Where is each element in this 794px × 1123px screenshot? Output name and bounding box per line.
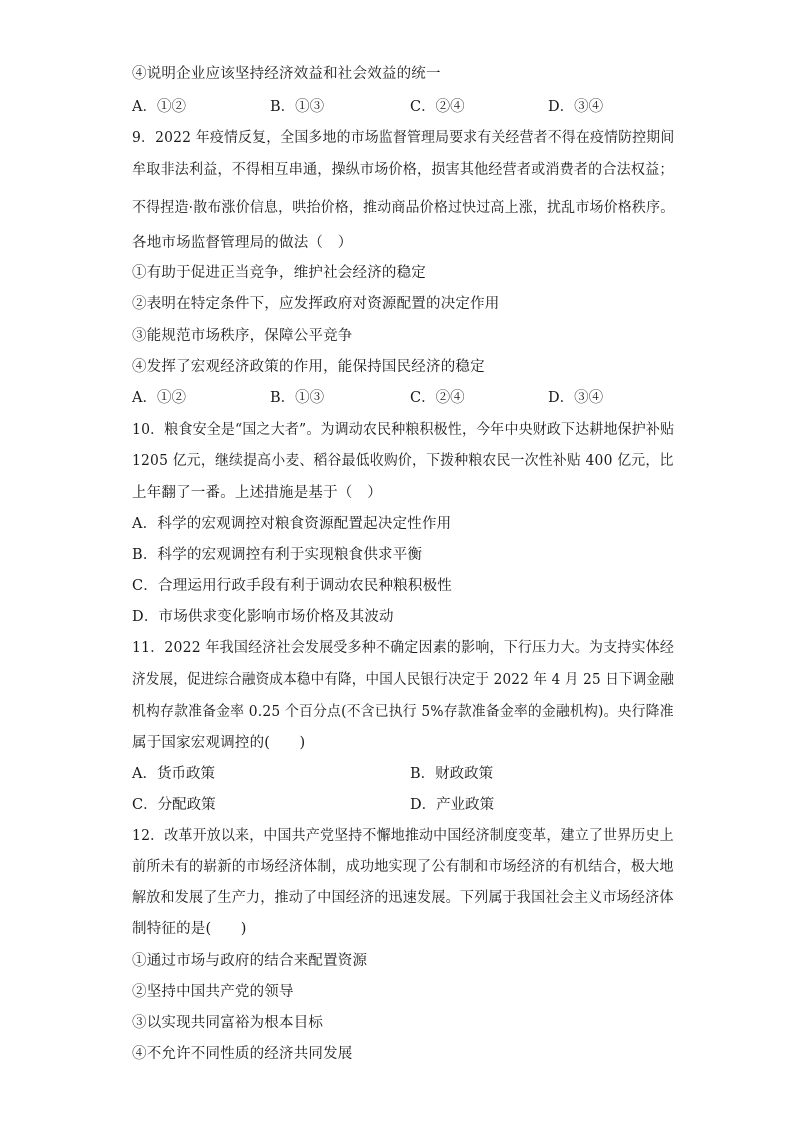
q8-option-a: A．①② [132,99,186,115]
q11-option-d: D．产业政策 [410,797,495,813]
q10-option-c: C．合理运用行政手段有利于调动农民种粮积极性 [132,578,452,594]
q11-option-c: C．分配政策 [132,797,216,813]
q12-stem-line-1: 12．改革开放以来，中国共产党坚持不懈地推动中国经济制度变革，建立了世界历史上 [132,828,674,844]
q9-option-b: B．①③ [270,390,325,406]
q9-stem-line-1: 9．2022 年疫情反复，全国多地的市场监督管理局要求有关经营者不得在疫情防控期间 [132,130,675,146]
q9-stem-line-3: 不得捏造·散布涨价信息，哄抬价格，推动商品价格过快过高上涨，扰乱市场价格秩序。 [132,200,675,216]
q10-option-d: D．市场供求变化影响市场价格及其波动 [132,609,394,625]
q12-stem-line-4: 制特征的是( ) [132,921,247,937]
q9-statement-4: ④发挥了宏观经济政策的作用，能保持国民经济的稳定 [132,359,485,375]
q10-stem-line-3: 上年翻了一番。上述措施是基于（ ） [132,485,382,501]
q10-option-b: B．科学的宏观调控有利于实现粮食供求平衡 [132,547,423,563]
q9-option-c: C．②④ [410,390,465,406]
q12-statement-3: ③以实现共同富裕为根本目标 [132,1015,324,1031]
q9-statement-2: ②表明在特定条件下，应发挥政府对资源配置的决定作用 [132,296,500,312]
q8-statement-4: ④说明企业应该坚持经济效益和社会效益的统一 [132,66,441,82]
q11-stem-line-4: 属于国家宏观调控的( ) [132,735,306,751]
q9-stem-line-4: 各地市场监督管理局的做法（ ） [132,235,353,251]
q9-stem-line-2: 牟取非法利益，不得相互串通，操纵市场价格，损害其他经营者或消费者的合法权益； [132,162,674,178]
q11-stem-line-2: 济发展，促进综合融资成本稳中有降，中国人民银行决定于 2022 年 4 月 25 日下调金融 [132,672,674,688]
q12-statement-2: ②坚持中国共产党的领导 [132,984,294,1000]
q9-statement-3: ③能规范市场秩序，保障公平竞争 [132,328,353,344]
q10-stem-line-2: 1205 亿元，继续提高小麦、稻谷最低收购价，下拨种粮农民一次性补贴 400 亿元，比 [132,453,674,469]
q11-option-b: B．财政政策 [410,766,494,782]
q8-option-b: B．①③ [270,99,325,115]
q8-option-c: C．②④ [410,99,465,115]
q12-statement-1: ①通过市场与政府的结合来配置资源 [132,953,368,969]
q8-option-d: D．③④ [548,99,604,115]
q12-stem-line-3: 解放和发展了生产力，推动了中国经济的迅速发展。下列属于我国社会主义市场经济体 [132,890,674,906]
q10-stem-line-1: 10．粮食安全是“国之大者”。为调动农民种粮积极性，今年中央财政下达耕地保护补贴 [132,422,675,438]
q12-stem-line-2: 前所未有的崭新的市场经济体制，成功地实现了公有制和市场经济的有机结合，极大地 [132,859,674,875]
q11-stem-line-3: 机构存款准备金率 0.25 个百分点(不含已执行 5%存款准备金率的金融机构)。央行降准 [132,704,674,720]
q9-option-d: D．③④ [548,390,604,406]
q11-stem-line-1: 11．2022 年我国经济社会发展受多种不确定因素的影响，下行压力大。为支持实体经 [132,640,675,656]
q10-option-a: A．科学的宏观调控对粮食资源配置起决定性作用 [132,516,452,532]
q9-option-a: A．①② [132,390,186,406]
q11-option-a: A．货币政策 [132,766,215,782]
q12-statement-4: ④不允许不同性质的经济共同发展 [132,1046,353,1062]
q9-statement-1: ①有助于促进正当竞争，维护社会经济的稳定 [132,265,426,281]
